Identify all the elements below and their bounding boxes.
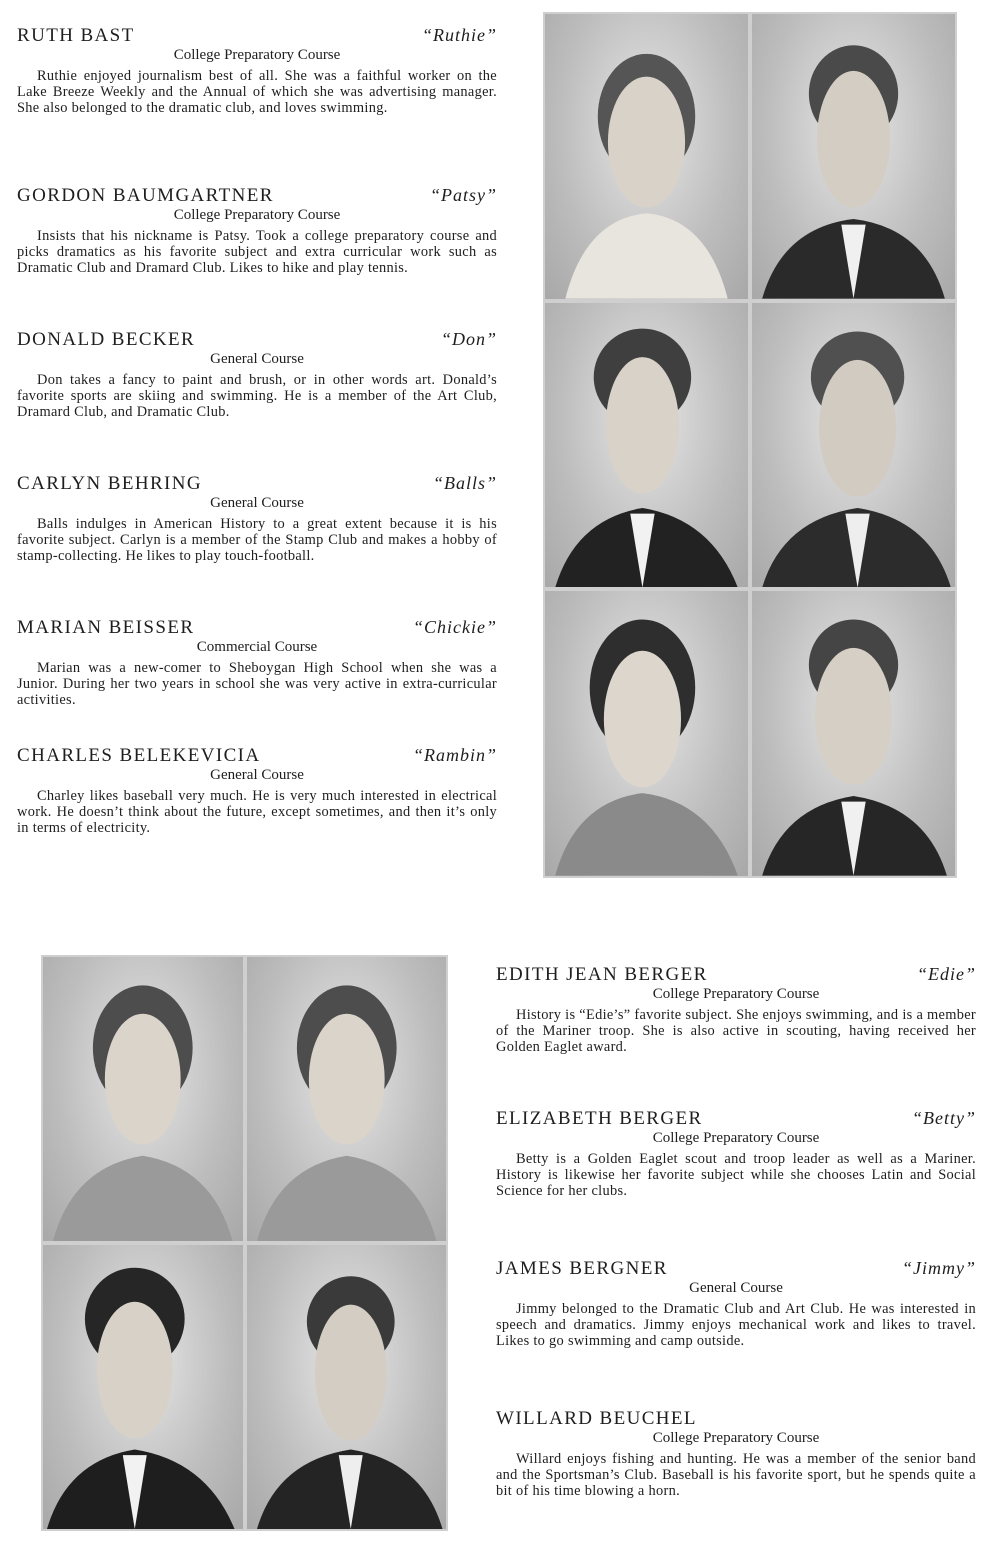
portrait-photo-marian-beisser: [545, 591, 748, 876]
portrait-photo-donald-becker: [545, 303, 748, 588]
student-course: General Course: [210, 351, 304, 367]
student-bio: Ruthie enjoyed journalism best of all. She was a faithful worker on the Lake Breeze Weekly and the Annual of which she was advertising manager. She also belonged to the dramatic club, and loves swimming.: [17, 68, 497, 116]
student-name: MARIAN BEISSER: [17, 617, 195, 638]
student-bio: Betty is a Golden Eaglet scout and troop leader as well as a Mariner. History is likewise her favorite subject while she chooses Latin and Social Science for her clubs.: [496, 1151, 976, 1199]
portrait-photo-elizabeth-berger: [247, 957, 447, 1241]
student-entry-gordon-baumgartner: [17, 185, 497, 276]
student-nickname: “Ruthie”: [421, 25, 497, 45]
student-nickname: “Balls”: [432, 473, 497, 493]
portrait-photo-edith-jean-berger: [43, 957, 243, 1241]
portrait-photo-james-bergner: [43, 1245, 243, 1529]
student-course: College Preparatory Course: [652, 1430, 820, 1446]
portrait-photo-willard-beuchel: [247, 1245, 447, 1529]
student-name: GORDON BAUMGARTNER: [17, 185, 274, 206]
student-name: JAMES BERGNER: [496, 1258, 668, 1279]
student-course: Commercial Course: [196, 639, 318, 655]
portrait-photo-carlyn-behring: [752, 303, 955, 588]
student-bio: Willard enjoys fishing and hunting. He was a member of the senior band and the Sportsman’s Club. Baseball is his favorite sport, but he spends quite a bit of his time blowing a horn.: [496, 1451, 976, 1499]
portrait-grid-top: [543, 12, 957, 878]
student-name: WILLARD BEUCHEL: [496, 1408, 697, 1429]
portrait-grid-bottom: [41, 955, 448, 1531]
student-course: General Course: [210, 495, 304, 511]
student-entry-marian-beisser: [17, 617, 497, 708]
student-nickname: “Betty”: [912, 1108, 976, 1128]
student-course: General Course: [210, 767, 304, 783]
student-name: CARLYN BEHRING: [17, 473, 203, 494]
student-course: College Preparatory Course: [173, 47, 341, 63]
student-bio: Marian was a new-comer to Sheboygan High School when she was a Junior. During her two years in school she was very active in extra-curricular activities.: [17, 660, 497, 708]
student-name: RUTH BAST: [17, 25, 135, 46]
student-entry-james-bergner: [496, 1258, 976, 1349]
student-course: College Preparatory Course: [652, 1130, 820, 1146]
student-bio: Don takes a fancy to paint and brush, or in other words art. Donald’s favorite sports are skiing and swimming. He is a member of the Art Club, Dramard Club, and Dramatic Club.: [17, 372, 497, 420]
student-entry-elizabeth-berger: [496, 1108, 976, 1199]
student-bio: Jimmy belonged to the Dramatic Club and Art Club. He was interested in speech and dramatics. Jimmy enjoys mechanical work and likes to travel. Likes to go swimming and camp outside.: [496, 1301, 976, 1349]
student-bio: Balls indulges in American History to a great extent because it is his favorite subject. Carlyn is a member of the Stamp Club and makes a hobby of stamp-collecting. He likes to play touch-football.: [17, 516, 497, 564]
student-bio: Charley likes baseball very much. He is very much interested in electrical work. He doesn’t think about the future, except sometimes, and then it’s only in terms of electricity.: [17, 788, 497, 836]
student-entry-donald-becker: [17, 329, 497, 420]
student-bio: History is “Edie’s” favorite subject. She enjoys swimming, and is a member of the Mariner troop. She is also active in scouting, having received her Golden Eaglet award.: [496, 1007, 976, 1055]
student-name: CHARLES BELEKEVICIA: [17, 745, 261, 766]
student-nickname: “Don”: [440, 329, 497, 349]
student-nickname: “Chickie”: [413, 617, 497, 637]
student-nickname: “Edie”: [916, 964, 976, 984]
student-course: General Course: [689, 1280, 783, 1296]
student-name: ELIZABETH BERGER: [496, 1108, 703, 1129]
student-bio: Insists that his nickname is Patsy. Took a college preparatory course and picks dramatics as his favorite subject and extra curricular work such as Dramatic Club and Dramard Club. Likes to hike and play tennis.: [17, 228, 497, 276]
student-nickname: “Jimmy”: [902, 1258, 976, 1278]
student-nickname: “Patsy”: [429, 185, 497, 205]
student-course: College Preparatory Course: [173, 207, 341, 223]
student-name: EDITH JEAN BERGER: [496, 964, 708, 985]
student-name: DONALD BECKER: [17, 329, 196, 350]
student-entry-carlyn-behring: [17, 473, 497, 564]
portrait-photo-gordon-baumgartner: [752, 14, 955, 299]
student-entry-ruth-bast: [17, 25, 497, 116]
student-entry-edith-jean-berger: [496, 964, 976, 1055]
student-nickname: “Rambin”: [412, 745, 497, 765]
student-entry-charles-belekevicia: [17, 745, 497, 836]
student-entry-willard-beuchel: [496, 1408, 976, 1499]
portrait-photo-charles-belekevicia: [752, 591, 955, 876]
student-course: College Preparatory Course: [652, 986, 820, 1002]
portrait-photo-ruth-bast: [545, 14, 748, 299]
